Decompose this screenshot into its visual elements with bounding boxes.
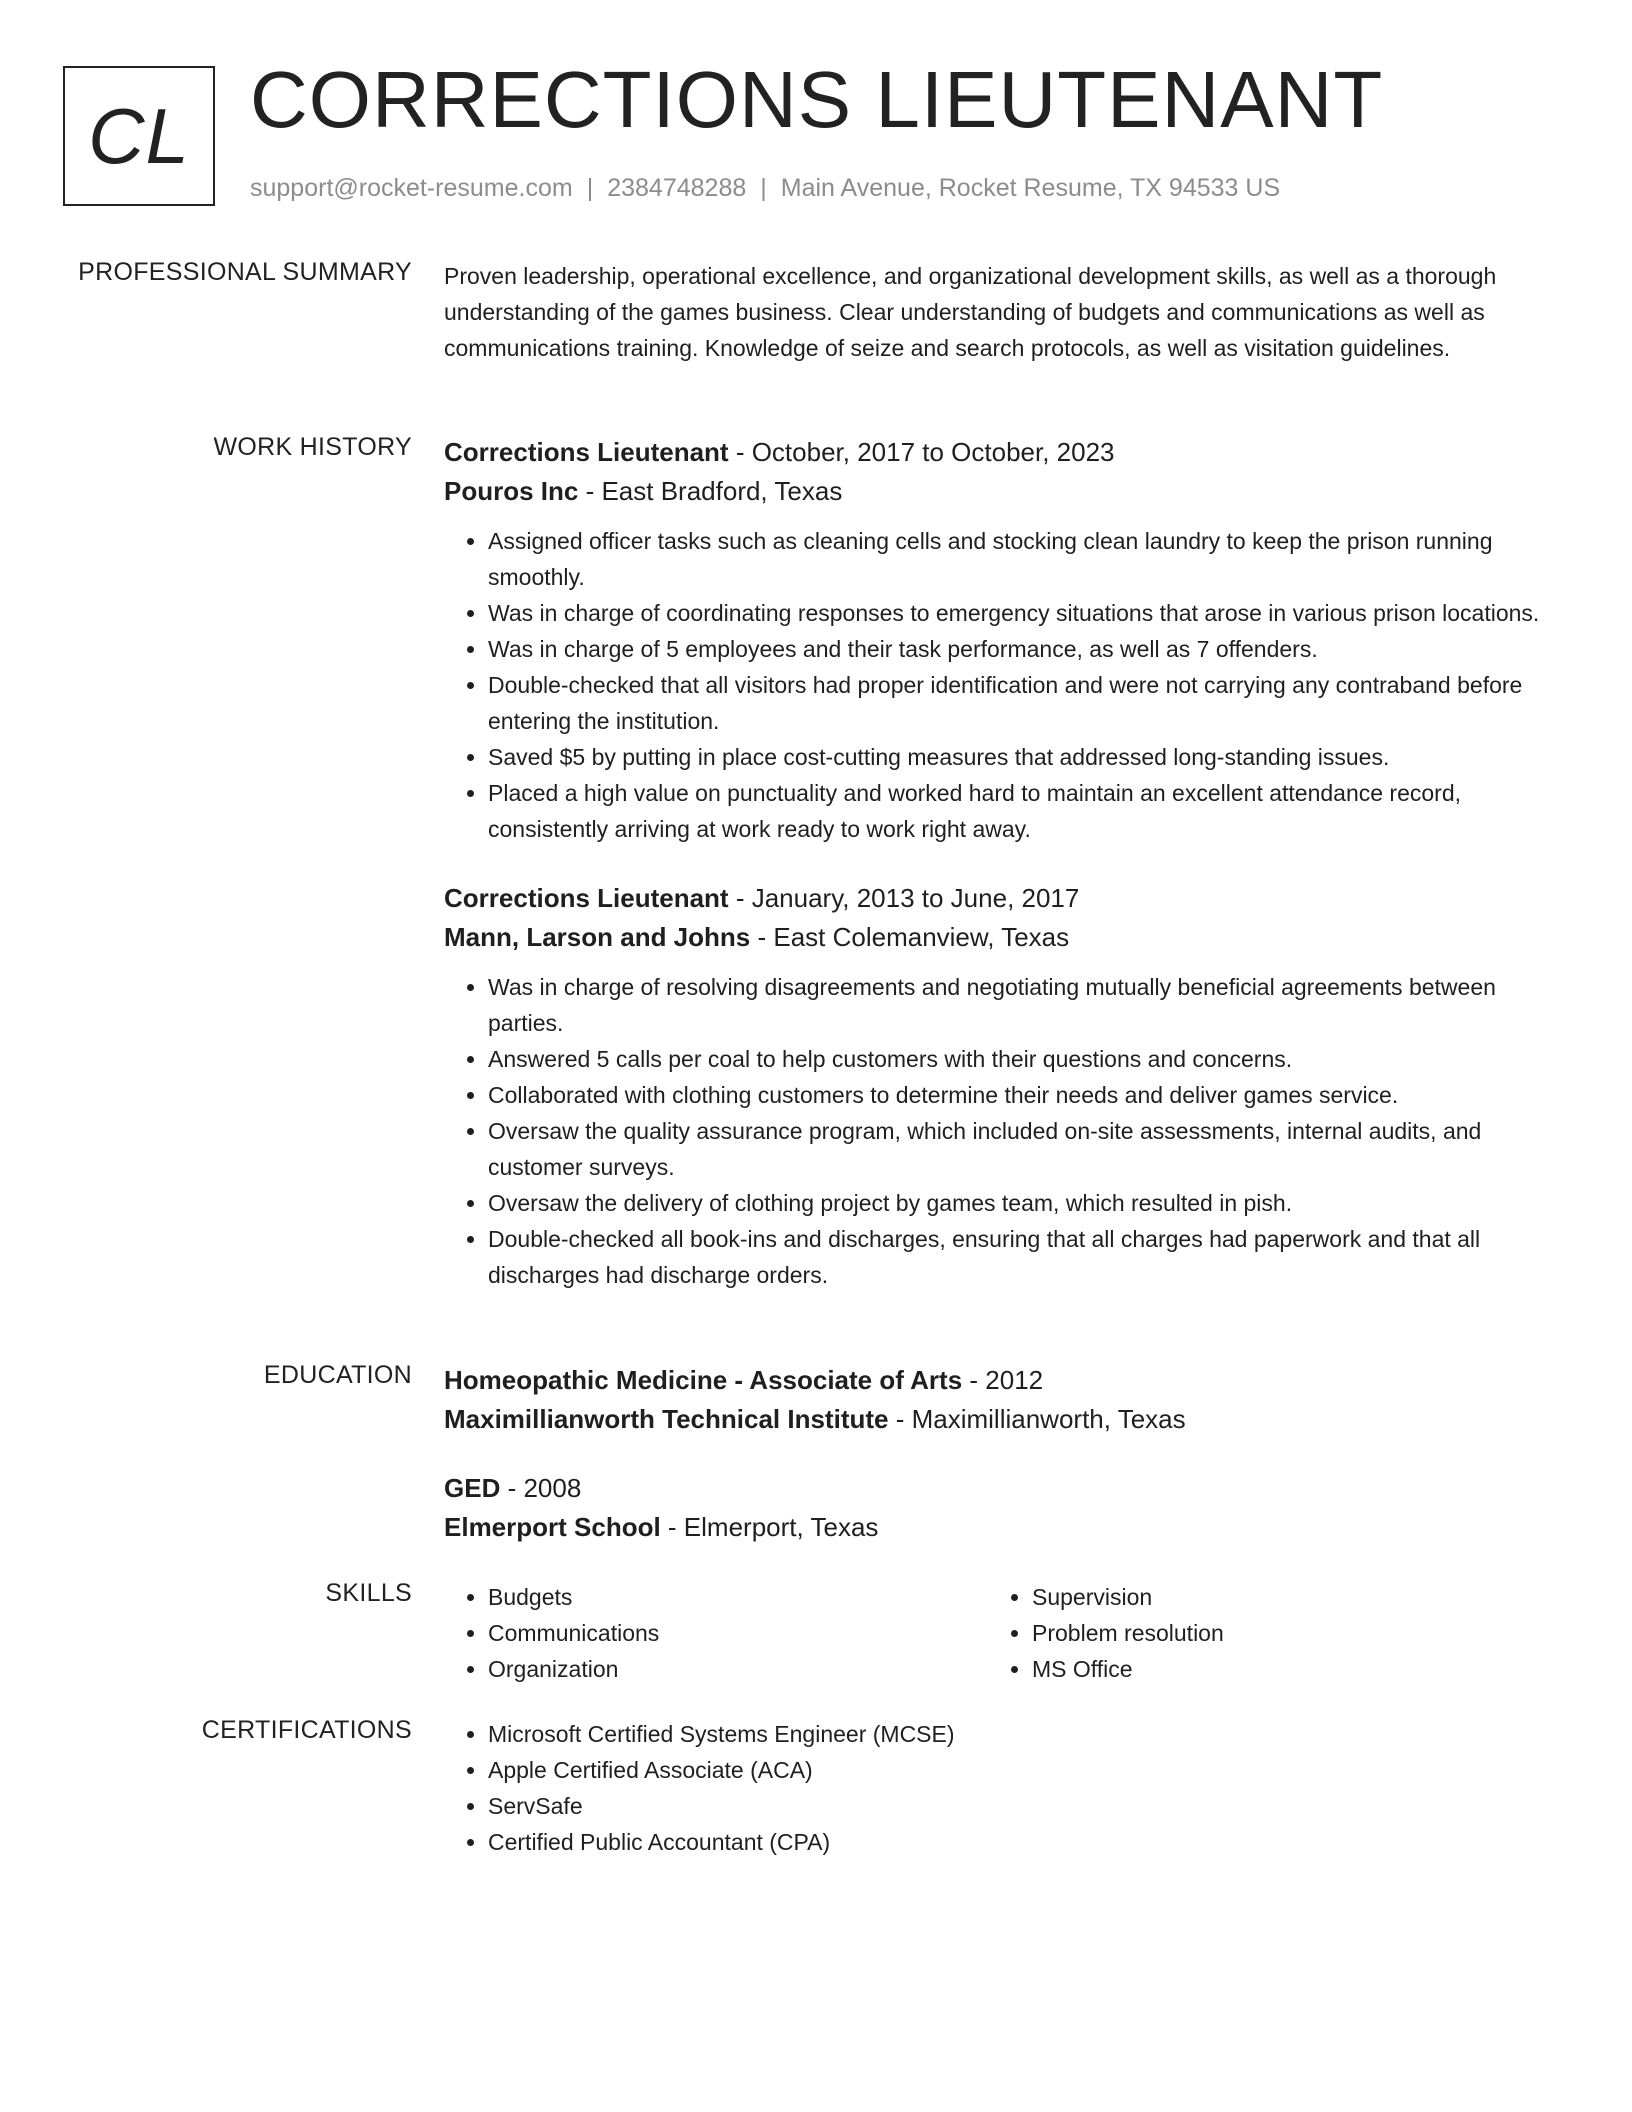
education-degree: GED [444,1473,501,1503]
certifications-list [444,1716,1554,1860]
job-location: - East Bradford, Texas [578,476,843,506]
job-bullet: • Saved $5 by putting in place cost-cutting measures that addressed long-standing issues. [488,739,1554,775]
education-degree: Homeopathic Medicine - Associate of Arts [444,1365,963,1395]
skill-item: • MS Office [1032,1651,1532,1687]
skills-heading: SKILLS [325,1579,412,1607]
job-bullet: • Placed a high value on punctuality and worked hard to maintain an excellent attendance record, consistently arriving at work ready to work right away. [488,775,1554,847]
education-degree-line [444,1361,1554,1400]
job-company-line [444,472,1554,511]
education-school: Maximillianworth Technical Institute [444,1404,889,1434]
job-bullet: • Collaborated with clothing customers to determine their needs and deliver games service. [488,1077,1554,1113]
job-bullet: • Was in charge of resolving disagreements and negotiating mutually beneficial agreements between parties. [488,969,1554,1041]
skill-item: • Communications [488,1615,988,1651]
education-year: - 2012 [962,1365,1044,1395]
education-degree-line [444,1469,1554,1508]
job-company-line [444,918,1554,957]
job-title-line [444,879,1554,918]
certification-item: • Apple Certified Associate (ACA) [488,1752,1554,1788]
job-bullet: • Answered 5 calls per coal to help customers with their questions and concerns. [488,1041,1554,1077]
skill-item: • Supervision [1032,1579,1532,1615]
job-bullet: • Was in charge of coordinating responses to emergency situations that arose in various prison locations. [488,595,1554,631]
job-bullets [444,523,1554,847]
education-heading: EDUCATION [263,1361,412,1389]
certifications-heading: CERTIFICATIONS [201,1716,412,1744]
education-entry [444,1469,1554,1547]
job-bullet: • Double-checked that all visitors had proper identification and were not carrying any contraband before entering the institution. [488,667,1554,739]
job-bullet: • Assigned officer tasks such as cleaning cells and stocking clean laundry to keep the prison running smoothly. [488,523,1554,595]
job-title: Corrections Lieutenant [444,883,729,913]
certification-item: • ServSafe [488,1788,1554,1824]
job-entry [444,433,1554,847]
job-dates: - October, 2017 to October, 2023 [728,437,1115,467]
contact-phone: 2384748288 [607,174,747,202]
job-company: Mann, Larson and Johns [444,922,751,952]
job-title: Corrections Lieutenant [444,437,729,467]
education-year: - 2008 [500,1473,582,1503]
certification-item: • Microsoft Certified Systems Engineer (MCSE) [488,1716,1554,1752]
work-history-heading: WORK HISTORY [213,433,412,461]
contact-email: support@rocket-resume.com [250,174,573,202]
monogram-logo: CL [63,66,215,206]
contact-address: Main Avenue, Rocket Resume, TX 94533 US [780,174,1281,202]
job-entry [444,879,1554,1293]
contact-line [250,174,1280,203]
resume-title: CORRECTIONS LIEUTENANT [250,55,1384,144]
job-bullet: • Double-checked all book-ins and discharges, ensuring that all charges had paperwork and that all discharges had discharge orders. [488,1221,1554,1293]
education-school-line [444,1508,1554,1547]
contact-separator: | [760,174,767,202]
education-school-line [444,1400,1554,1439]
education-school: Elmerport School [444,1512,661,1542]
skills-column-1 [444,1579,988,1687]
job-location: - East Colemanview, Texas [750,922,1070,952]
education-location: - Elmerport, Texas [660,1512,879,1542]
skill-item: • Budgets [488,1579,988,1615]
certification-item: • Certified Public Accountant (CPA) [488,1824,1554,1860]
education-location: - Maximillianworth, Texas [888,1404,1186,1434]
summary-heading: PROFESSIONAL SUMMARY [78,258,412,286]
job-dates: - January, 2013 to June, 2017 [728,883,1080,913]
contact-separator: | [586,174,594,202]
job-bullets [444,969,1554,1293]
skills-columns [444,1579,1554,1687]
job-bullet: • Oversaw the delivery of clothing project by games team, which resulted in pish. [488,1185,1554,1221]
job-company: Pouros Inc [444,476,579,506]
skill-item: • Problem resolution [1032,1615,1532,1651]
job-bullet: • Was in charge of 5 employees and their task performance, as well as 7 offenders. [488,631,1554,667]
skill-item: • Organization [488,1651,988,1687]
education-entry [444,1361,1554,1439]
job-title-line [444,433,1554,472]
job-bullet: • Oversaw the quality assurance program, which included on-site assessments, internal audits, and customer surveys. [488,1113,1554,1185]
skills-column-2 [988,1579,1532,1687]
summary-text: Proven leadership, operational excellence, and organizational development skills, as well as a thorough understanding of the games business. Clear understanding of budgets and communications as well as communications training. Knowledge of seize and search protocols, as well as visitation guidelines. [444,263,1497,361]
